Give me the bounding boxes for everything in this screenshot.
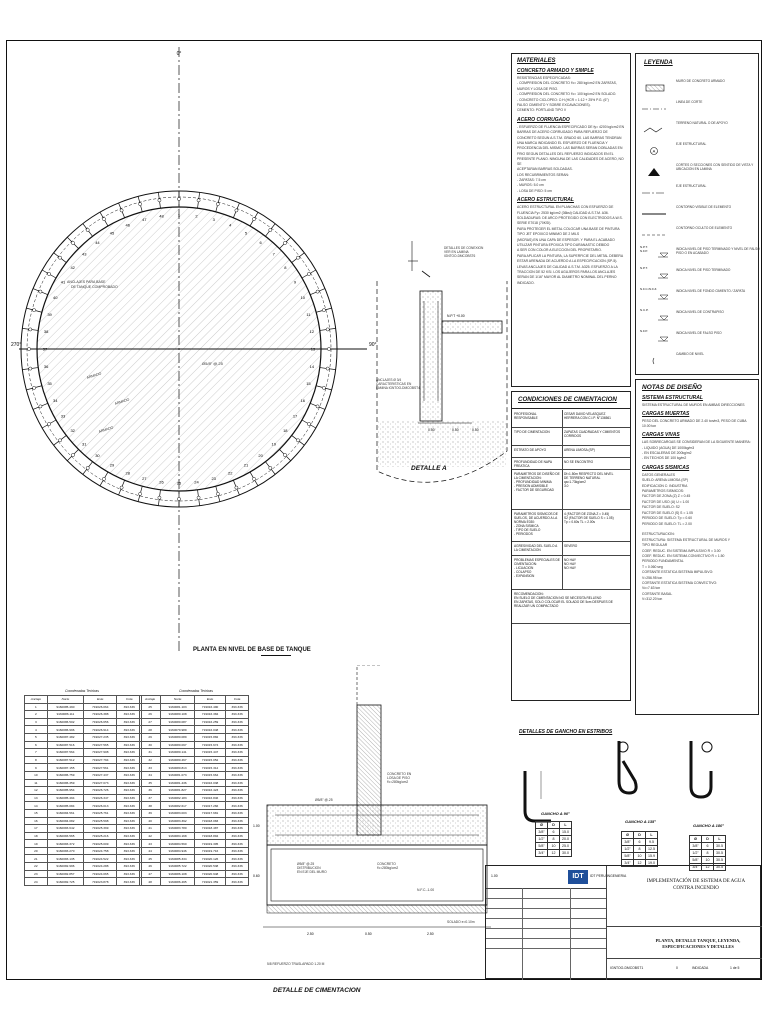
anchor-bolt-hole — [86, 228, 89, 231]
anchor-bolt-hole — [296, 439, 299, 442]
legend-text: INDICA NIVEL DE CONTRAPISO — [676, 310, 724, 314]
notes-section-title: CARGAS SISMICAS — [642, 464, 690, 471]
hook-90-table: Ø D L 3/8" 6 15.0 1/2" 8 20.0 5/8" 10 25.0 3/4" 12 30.0 — [535, 821, 572, 857]
table-row: 8 9160087.512 719027.794 393.336 — [25, 756, 142, 764]
anchor-bolt-hole — [307, 422, 310, 425]
anchor-bolt-hole — [283, 453, 286, 456]
anchor-bolt-number: 43 — [82, 251, 87, 257]
svg-text:N.P.T +0.00: N.P.T +0.00 — [447, 314, 465, 318]
anchor-bolt-number: 30 — [95, 452, 100, 458]
legend-symbol — [640, 100, 668, 108]
anchor-bolt-hole — [29, 328, 32, 331]
notas-box — [635, 379, 759, 715]
table-row: 22 9160082.996 719024.288 393.336 — [25, 863, 142, 871]
svg-text:Ø5/8" @.25: Ø5/8" @.25 — [297, 862, 315, 866]
anchor-bolt-hole — [327, 347, 330, 350]
notes-section-title: CARGAS MUERTAS — [642, 411, 690, 418]
anchor-bolt-hole — [71, 453, 74, 456]
table-row: 47 9160086.108 719020.948 393.336 — [140, 870, 249, 878]
legend-code: N.C.P. — [640, 308, 649, 312]
table-row: 15 9160084.561 719025.761 393.336 — [25, 809, 142, 817]
anchor-bolt-hole — [33, 309, 36, 312]
anchor-bolt-hole — [58, 256, 61, 259]
svg-text:2.50: 2.50 — [307, 932, 314, 936]
legend-item — [640, 141, 762, 154]
materiales-s1-text: RESISTENCIAS ESPECIFICADAS: - COMPRESION DEL CONCRETO f'c= 280 kg/cm2 EN ZAPATAS, MUROS Y LOSA DE PISO. - COMPRESION DEL CONCRETO f'c= 100 kg/cm2 EN SOLADO. - CONCRETO CICLOPEO: C:H (HCR = 1:12 + 25% P.G. (6") FALSO CIMIENTO Y SOBRE EXCAVACIONES). CEMENTO: PORTLAND TIPO V — [517, 76, 617, 113]
table-row: 33 9160080.813 719015.312 393.336 — [140, 764, 249, 772]
svg-text:0.50: 0.50 — [428, 428, 435, 432]
table-row: 3 9160086.502 719026.656 393.336 — [25, 718, 142, 726]
anchor-bolt-number: 13 — [310, 346, 316, 352]
anchor-bolt-number: 39 — [47, 311, 52, 317]
table-row: 3/8" 6 15.0 — [536, 829, 572, 836]
table-row: 16 9160084.082 719025.598 393.336 — [25, 817, 142, 825]
anchor-bolt-hole — [139, 492, 142, 495]
anchor-bolt-number: 35 — [47, 381, 52, 387]
anchor-bolt-hole — [322, 309, 325, 312]
condiciones-title: CONDICIONES DE CIMENTACION — [518, 396, 617, 403]
ganchos-title: DETALLES DE GANCHO EN ESTRIBOS — [519, 729, 613, 735]
legend-text: INDICA NIVEL DE FONDO CIMIENTO / ZAPATA — [676, 289, 746, 293]
anchor-bolt-number: 42 — [70, 264, 75, 270]
anchor-bolt-number: 40 — [52, 295, 58, 301]
anchor-bolt-number: 14 — [309, 363, 315, 369]
svg-text:5/8 REFUERZO TRASLAPADO 1.20 M: 5/8 REFUERZO TRASLAPADO 1.20 M — [267, 962, 325, 965]
coords-title-right: Coordenadas Teóricas — [179, 689, 213, 693]
anchor-bolt-number: 31 — [82, 441, 87, 447]
legend-symbol — [640, 226, 668, 234]
table-row: 17 9160083.642 719025.399 393.336 — [25, 825, 142, 833]
anchor-bolt-hole — [39, 290, 42, 293]
project-name: IMPLEMENTACIÓN DE SISTEMA DE AGUA CONTRA INCENDIO — [646, 879, 746, 891]
table-row: 3/4" 12 30.5 — [690, 864, 726, 871]
svg-text:Ø5/8" @.25: Ø5/8" @.25 — [315, 798, 333, 802]
legend-item — [640, 162, 762, 172]
table-row: 31 9160080.141 719015.447 393.336 — [140, 749, 249, 757]
anchor-bolt-number: 5 — [244, 230, 248, 236]
notes-section-text: SISTEMA ESTRUCTURAL DE MUROS EN AMBAS DIRECCIONES — [642, 403, 745, 407]
gancho-135-label: GANCHO A 135° — [625, 819, 656, 824]
svg-text:SOLADO e=0.10m: SOLADO e=0.10m — [447, 920, 475, 924]
table-row: 13 9160085.494 719026.347 393.336 — [25, 794, 142, 802]
conditions-row: RECOMENDACION: EN SUELO DE CIMENTACION NO SE NECESITA RELLENO EN ZAPATAS, SOLO COLOCAR EL SOLADO DE 5cm DESPUES DE REALIZAR UN COMPACTADO — [512, 590, 630, 624]
table-row: 39 9160083.003 719017.681 393.336 — [140, 809, 249, 817]
legend-item — [640, 309, 762, 319]
anchor-bolt-number: 48 — [159, 213, 164, 219]
legend-item — [640, 351, 762, 361]
svg-text:VER EN LAMINA: VER EN LAMINA — [444, 250, 469, 254]
anchor-bolt-number: 28 — [125, 470, 130, 476]
anchor-bolt-number: 2 — [195, 213, 198, 219]
notes-section-title: CARGAS VIVAS — [642, 432, 680, 439]
legend-item — [640, 288, 762, 298]
table-row: 46 9160085.722 719020.538 393.336 — [140, 863, 249, 871]
svg-text:DETALLES DE CONEXION: DETALLES DE CONEXION — [444, 246, 484, 250]
anchor-bolt-number: 45 — [109, 230, 115, 236]
anchor-bolt-hole — [322, 386, 325, 389]
drawing-sheet — [6, 40, 762, 994]
conditions-row: PROFUNDIDAD DE NAPA FREATICA NO SE ENCONTRO — [512, 458, 630, 470]
anchor-bolt-number: 18 — [283, 428, 288, 434]
anchor-bolt-hole — [177, 497, 180, 500]
table-row: 28 9160079.989 719016.048 393.336 — [140, 726, 249, 734]
legend-code: N.P.T. N.F.P. — [640, 245, 648, 253]
notes-section-text: PESO DEL CONCRETO ARMADO DE 2.40 ton/m3, PESO DE CUBA 10.00 ton — [642, 419, 747, 428]
foundation-detail-drawing — [247, 665, 512, 965]
svg-text:0.60: 0.60 — [253, 874, 260, 878]
anchor-bolt-number: 16 — [300, 397, 306, 403]
svg-text:ARMADO: ARMADO — [86, 371, 102, 380]
anchor-bolt-hole — [197, 496, 200, 499]
anchor-bolt-number: 21 — [243, 462, 249, 468]
legend-text: TERRENO NATURAL O DE APOYO — [676, 121, 728, 125]
anchor-bolt-number: 46 — [125, 222, 130, 228]
table-row: 1/2" 8 30.5 — [690, 850, 726, 857]
notes-section-text: DATOS GENERALES SUELO: ARENA LIMOSA (SP) EDIFICACION C: INDUSTRIA PARAMETROS SISMICOS: FACTOR DE ZONA (Z) Z = 0.45 FACTOR DE USO (U) U = 1.00 FACTOR DE SUELO: S2 FACTOR DE SUELO (S) S = 1.05 PERIODO DE SUELO: Tp = 0.60 PERIODO DE SUELO: TL = 2.00 ESTRUCTURACION: ESTRUCTURA: SISTEMA ESTRUCTURAL DE MUROS Y TIPO REGULAR COEF. REDUC. EN SISTEMA IMPULSIVO R = 3.00 COEF. REDUC. EN SISTEMA CONVECTIVO R = 1.50 PERIODO FUNDAMENTAL T = 0.060 seg CORTANTE ESTATICA SISTEMA IMPULSIVO: V=256.95 ton CORTANTE ESTATICA SISTEMA CONVECTIVO: Vc=7.63 ton CORTANTE BASAL V=312.20 ton — [642, 472, 730, 602]
anchor-bolt-hole — [158, 199, 161, 202]
anchor-bolt-number: 36 — [43, 363, 49, 369]
legend-text: CAMBIO DE NIVEL — [676, 352, 704, 356]
legend-symbol — [640, 205, 668, 213]
anchor-bolt-hole — [316, 405, 319, 408]
legend-symbol — [640, 352, 668, 360]
legend-text: INDICA NIVEL DE PISO TERMINADO Y NIVEL DE FALSO PISO O EN ACABADO — [676, 247, 760, 255]
plan-title: PLANTA EN NIVEL DE BASE DE TANQUE — [193, 647, 311, 653]
drawing-scale: INDICADA — [692, 966, 709, 970]
table-row: 23 9160082.857 719024.065 393.336 — [25, 870, 142, 878]
anchor-bolt-hole — [296, 256, 299, 259]
table-row: 21 9160083.135 719024.522 393.336 — [25, 855, 142, 863]
conditions-row: PARAMETROS SISMICOS DE SUELOS, DE ACUERDO A LA NORMA E030: - ZONA SISMICA - TIPO DE SUELO - PERIODOS 4 (FACTOR DE ZONA Z = 0.45) S2 (FACTOR DE SUELO S = 1.05) Tp = 0.60s TL = 2.00s — [512, 510, 630, 542]
coords-table-right: Anclaje Norte Este Cota 25 9160081.103 719016.490 393.336 26 9160080.108 719016.384 393.336 27 9160080.087 719016.259 393.336 28 9160079.989 719016.048 393.336 29 9160080.089 719015.882 393.336 30 9160080.097 719015.674 393.336 31 9160080.141 719015.447 393.336 32 9160080.467 719015.052 393.336 33 9160080.813 719015.312 393.336 34 9160081.073 719015.664 393.336 35 9160081.436 719016.038 393.336 36 9160081.827 719016.423 393.336 37 9160082.183 719016.846 393.336 38 9160082.617 719017.266 393.336 39 9160083.003 719017.681 393.336 40 9160083.392 719018.083 393.336 41 9160083.780 719018.487 393.336 42 9160084.168 719018.894 393.336 43 9160084.560 719019.305 393.336 44 9160084.946 719019.716 393.336 45 9160085.334 719020.126 393.336 46 9160085.722 719020.538 393.336 47 9160086.108 719020.948 393.336 48 9160086.495 719021.359 393.336 — [139, 695, 249, 886]
table-row: 30 9160080.097 719015.674 393.336 — [140, 741, 249, 749]
table-row: 45 9160085.334 719020.126 393.336 — [140, 855, 249, 863]
svg-text:2.50: 2.50 — [427, 932, 434, 936]
svg-text:ANCLAJES Ø 3/4: ANCLAJES Ø 3/4 — [376, 378, 402, 382]
anchor-bolt-number: 38 — [43, 329, 49, 335]
anchor-bolt-number: 25 — [176, 480, 182, 486]
table-row: 11 9160086.359 719027.073 393.336 — [25, 779, 142, 787]
anchor-bolt-number: 37 — [42, 346, 48, 352]
company-logo: IDT — [568, 870, 588, 884]
svg-text:DE TANQUE COMPROBADO: DE TANQUE COMPROBADO — [71, 285, 118, 289]
anchor-bolt-number: 29 — [109, 462, 115, 468]
table-row: 32 9160080.467 719015.052 393.336 — [140, 756, 249, 764]
table-row: 1 9160085.490 719026.064 393.336 — [25, 703, 142, 711]
conditions-row: PARAMETROS DE DISEÑO DE LA CIMENTACION: - PROFUNDIDAD MINIMA - PRESION ADMISIBLE - FACTOR DE SEGURIDAD Df=1.50m RESPECTO DEL NIVEL DE TERRENO NATURAL qa=1.73kg/cm2 3.0 — [512, 470, 630, 510]
legend-item — [640, 267, 762, 277]
svg-text:ARMADO: ARMADO — [98, 425, 114, 434]
svg-text:0.50: 0.50 — [472, 428, 479, 432]
notas-title: NOTAS DE DISEÑO — [642, 384, 702, 391]
anchor-bolt-number: 19 — [271, 441, 276, 447]
legend-symbol — [640, 121, 668, 129]
table-row: 48 9160086.495 719021.359 393.336 — [140, 878, 249, 886]
anchor-bolt-number: 9 — [293, 279, 297, 285]
table-row: 25 9160081.103 719016.490 393.336 — [140, 703, 249, 711]
anchor-bolt-hole — [216, 203, 219, 206]
table-row: 41 9160083.780 719018.487 393.336 — [140, 825, 249, 833]
svg-text:0.50: 0.50 — [365, 932, 372, 936]
anchor-bolt-number: 32 — [70, 428, 75, 434]
anchor-bolt-hole — [177, 197, 180, 200]
legend-item — [640, 120, 762, 130]
anchor-bolt-hole — [102, 477, 105, 480]
table-row: 10 9160086.759 719027.437 393.336 — [25, 771, 142, 779]
anchor-bolt-hole — [197, 199, 200, 202]
anchor-bolt-number: 33 — [60, 413, 66, 419]
gancho-90-label: GANCHO A 90° — [541, 811, 570, 816]
table-row: 5 9160087.482 719027.235 393.336 — [25, 733, 142, 741]
materiales-title: MATERIALES — [517, 58, 556, 64]
svg-text:ARMADO: ARMADO — [114, 397, 130, 406]
legend-item — [640, 246, 762, 256]
anchor-bolt-number: 44 — [95, 240, 100, 246]
anchor-bolt-number: 23 — [211, 475, 216, 481]
anchor-bolt-number: 27 — [142, 475, 147, 481]
foundation-title: DETALLE DE CIMENTACION — [273, 987, 361, 994]
svg-text:N.F.C.-1.00: N.F.C.-1.00 — [417, 888, 435, 892]
deg90-label: 90° — [369, 342, 377, 348]
anchor-bolt-hole — [86, 466, 89, 469]
anchor-bolt-number: 41 — [60, 279, 66, 285]
legend-item — [640, 330, 762, 340]
anchor-bolt-hole — [58, 439, 61, 442]
table-row: 26 9160080.108 719016.384 393.336 — [140, 711, 249, 719]
anchor-bolt-number: 34 — [52, 397, 58, 403]
table-row: 40 9160083.392 719018.083 393.336 — [140, 817, 249, 825]
anchor-bolt-hole — [139, 203, 142, 206]
table-row: 37 9160082.183 719016.846 393.336 — [140, 794, 249, 802]
anchor-bolt-hole — [33, 386, 36, 389]
table-row: 18 9160083.565 719025.216 393.336 — [25, 832, 142, 840]
anchor-bolt-number: 3 — [212, 217, 215, 223]
anchors-note: ANCLAJES PARA BASE — [67, 280, 106, 284]
anchor-bolt-number: 24 — [194, 479, 199, 485]
drawing-sheet-number: 1 de 5 — [730, 966, 740, 970]
anchor-bolt-number: 47 — [142, 217, 147, 223]
table-row: 2 9160086.111 719026.388 393.336 — [25, 711, 142, 719]
conditions-row: PROFESIONAL RESPONSABLE CESAR DAVID VELASQUEZ HERRERA CON C.I.P. N°136561 — [512, 410, 630, 428]
anchor-bolt-number: 10 — [300, 295, 306, 301]
legend-symbol — [640, 79, 668, 87]
svg-text:EN EJE DEL MURO: EN EJE DEL MURO — [297, 870, 327, 874]
anchor-bolt-number: 17 — [292, 413, 298, 419]
table-row: 29 9160080.089 719015.882 393.336 — [140, 733, 249, 741]
svg-text:f'c=280kg/cm2: f'c=280kg/cm2 — [377, 866, 399, 870]
anchor-bolt-hole — [283, 241, 286, 244]
table-row: 44 9160084.946 719019.716 393.336 — [140, 847, 249, 855]
table-row: 3/4" 12 19.0 — [622, 860, 658, 867]
anchor-bolt-hole — [216, 492, 219, 495]
leyenda-box — [635, 53, 759, 375]
anchor-bolt-number: 7 — [272, 251, 275, 257]
table-row: 7 9160087.564 719027.908 393.336 — [25, 749, 142, 757]
anchor-bolt-hole — [71, 241, 74, 244]
svg-text:1.00: 1.00 — [491, 874, 498, 878]
anchor-bolt-hole — [252, 477, 255, 480]
table-row: 43 9160084.560 719019.305 393.336 — [140, 840, 249, 848]
table-row: 35 9160081.436 719016.038 393.336 — [140, 779, 249, 787]
anchor-bolt-number: 26 — [159, 479, 164, 485]
table-row: 24 9160082.725 719023.878 393.336 — [25, 878, 142, 886]
materiales-s3-text: ACERO ESTRUCTURAL EN PLANCHAS CON ESFUERZO DE FLUENCIA Fy= 2530 kg/cm2 (36ksi) CALIDAD A.S.T.M. A36. SOLDADURAS: DE ARCO PROTEGIDO CON ELECTRODOS A.W.S. SERIE E7018 (70KSI). PARA PROTEGER EL METAL COLOCAR UNA BASE DE PINTURA TIPO JET EPOXICO MINIMO DE 2 MILS (MICRAS) EN UNA CAPA DE ESPESOR. Y PARA EL ACABADO UTILIZAR PINTURA EPOXICA TIPO DURANASTIC DEBIDO A SER CON COLOR A ELECCION DEL PROPIETARIO. PARA APLICAR LA PINTURA, LA SUPERFICIE DEL METAL DEBERA ESTAR ARENADA DE ACUERDO A LA ESPECIFICACION (SP-5). LEVAS ANCLAJES DE CALIDAD A.S.T.M. A325. ESFUERZO A LA TRACCION DE 52 KSI. LOS AGUJEROS PARA LOS ANCLAJES SERAN DE 1/16" MAYOR AL DIAMETRO NOMINAL DEL PERNO INDICADO. — [517, 205, 624, 285]
north-label: 0° — [176, 51, 182, 57]
svg-text:CONCRETO: CONCRETO — [377, 862, 396, 866]
svg-text:IGNTOO-DMCOBST6: IGNTOO-DMCOBST6 — [444, 254, 476, 258]
legend-item — [640, 183, 762, 193]
anchor-bolt-number: 11 — [306, 311, 311, 317]
legend-item — [640, 204, 762, 214]
legend-code: N.F.C./N.F.Z. — [640, 287, 658, 291]
anchor-bolt-number: 15 — [306, 381, 311, 387]
legend-code: N.P.T. — [640, 266, 648, 270]
svg-text:f'c=280kg/cm2: f'c=280kg/cm2 — [387, 780, 409, 784]
table-row: 5/8" 10 30.5 — [690, 857, 726, 864]
anchor-bolt-hole — [120, 209, 123, 212]
table-row: 5/8" 10 15.9 — [622, 853, 658, 860]
legend-text: CONTORNO OCULTO DE ELEMENTO — [676, 226, 733, 230]
table-row: 1/2" 8 12.5 — [622, 846, 658, 853]
anchor-bolt-number: 22 — [228, 470, 233, 476]
detail-a-title: DETALLE A — [411, 465, 447, 472]
anchor-bolt-hole — [102, 217, 105, 220]
svg-text:DISTRIBUCION: DISTRIBUCION — [297, 866, 321, 870]
legend-item — [640, 99, 762, 109]
company-name: IDT PERU INGENIERIA — [590, 874, 627, 878]
table-row: 3/4" 12 30.0 — [536, 850, 572, 857]
legend-text: INDICA NIVEL DE PISO TERMINADO — [676, 268, 731, 272]
title-block — [485, 865, 761, 979]
hook-180-table: Ø D L 3/8" 6 30.5 1/2" 8 30.5 5/8" 10 30.5 3/4" 12 30.5 — [689, 835, 726, 871]
table-row: 12 9160085.954 719026.726 393.336 — [25, 787, 142, 795]
table-row: 4 9160086.996 719026.914 393.336 — [25, 726, 142, 734]
notes-section-title: SISTEMA ESTRUCTURAL — [642, 395, 703, 401]
table-row: 34 9160081.073 719015.664 393.336 — [140, 771, 249, 779]
legend-symbol — [640, 142, 668, 154]
anchor-bolt-hole — [29, 367, 32, 370]
svg-text:A: A — [652, 148, 656, 154]
legend-text: CONTORNO VISIBLE DE ELEMENTO — [676, 205, 732, 209]
anchor-bolt-hole — [47, 272, 50, 275]
anchor-bolt-hole — [326, 367, 329, 370]
diameter-label: Ø5/8" @.25 — [202, 361, 223, 366]
table-row: 5/8" 10 25.0 — [536, 843, 572, 850]
anchor-bolt-number: 12 — [309, 329, 315, 335]
anchor-bolt-hole — [235, 209, 238, 212]
svg-text:CARACTERISTICAS EN: CARACTERISTICAS EN — [376, 382, 412, 386]
gancho-180-label: GANCHO A 180° — [693, 823, 724, 828]
legend-item — [640, 225, 762, 235]
table-row: 3/8" 6 30.5 — [690, 843, 726, 850]
anchor-bolt-hole — [252, 217, 255, 220]
legend-text: CORTES O SECCIONES CON SENTIDO DE VISTA Y UBICACION EN LAMINA — [676, 163, 754, 171]
anchor-bolt-hole — [269, 466, 272, 469]
anchor-bolt-hole — [27, 347, 30, 350]
anchor-bolt-number: 6 — [259, 240, 262, 246]
anchor-bolt-number: 8 — [284, 264, 287, 270]
svg-text:LOSA DE PISO: LOSA DE PISO — [387, 776, 410, 780]
legend-text: MURO DE CONCRETO ARMADO — [676, 79, 725, 83]
svg-text:CONCRETO EN: CONCRETO EN — [387, 772, 412, 776]
anchor-bolt-hole — [39, 405, 42, 408]
anchor-bolt-number: 4 — [229, 222, 232, 228]
conditions-row: AGRESIVIDAD DEL SUELO A LA CIMENTACION SEVERO — [512, 542, 630, 556]
legend-code: N.F.P. — [640, 329, 648, 333]
condiciones-box — [511, 391, 631, 701]
drawing-code: IGNTOO-DMCOBST1 — [610, 966, 644, 970]
notes-section-text: LAS SOBRECARGAS SE CONSIDERAN DE LA SIGUIENTE MANERA: - LIQUIDO (AGUA) DE 1000kg/m3 - EN ESCALERAS DE 200kg/m2 - EN TECHOS DE 100 kg/m2 — [642, 440, 751, 461]
anchor-bolt-hole — [235, 486, 238, 489]
conditions-row: TIPO DE CIMENTACION ZAPATAS CUADRADAS Y CIMIENTOS CORRIDOS — [512, 428, 630, 446]
svg-text:LAMINA IGNTOO-DMCOBST4: LAMINA IGNTOO-DMCOBST4 — [376, 386, 420, 390]
table-row: 1/2" 8 20.0 — [536, 836, 572, 843]
anchor-bolt-number: 20 — [258, 452, 263, 458]
conditions-row: ESTRATO DE APOYO ARENA LIMOSA (SP) — [512, 446, 630, 458]
drawing-rev: 0 — [676, 966, 678, 970]
table-row: 36 9160081.827 719016.423 393.336 — [140, 787, 249, 795]
detail-a-drawing — [372, 201, 512, 491]
anchor-bolt-hole — [316, 290, 319, 293]
legend-text: EJE ESTRUCTURAL — [676, 142, 707, 146]
anchor-bolt-hole — [158, 496, 161, 499]
conditions-row: PROBLEMAS ESPECIALES DE CIMENTACION: - LICUACION - COLAPSO - EXPANSION NO HAY NO HAY NO HAY — [512, 556, 630, 590]
table-row: 3/8" 6 9.5 — [622, 839, 658, 846]
coords-title-left: Coordenadas Teóricas — [65, 689, 99, 693]
anchor-bolt-hole — [326, 328, 329, 331]
deg270-label: 270° — [11, 342, 22, 348]
table-row: 38 9160082.617 719017.266 393.336 — [140, 802, 249, 810]
anchor-bolt-hole — [47, 422, 50, 425]
table-row: 14 9160085.084 719026.013 393.336 — [25, 802, 142, 810]
table-row: 42 9160084.168 719018.894 393.336 — [140, 832, 249, 840]
anchor-bolt-hole — [120, 486, 123, 489]
legend-text: EJE ESTRUCTURAL — [676, 184, 707, 188]
legend-symbol — [640, 184, 668, 192]
legend-text: INDICA NIVEL DE FALSO PISO — [676, 331, 722, 335]
legend-text: LINEA DE CORTE — [676, 100, 703, 104]
table-row: 27 9160080.087 719016.259 393.336 — [140, 718, 249, 726]
svg-text:0.50: 0.50 — [452, 428, 459, 432]
table-row: 9 9160087.155 719027.561 393.336 — [25, 764, 142, 772]
table-row: 20 9160083.270 719024.758 393.336 — [25, 847, 142, 855]
sheet-title: PLANTA, DETALLE TANQUE, LEYENDA, ESPECIFICACIONES Y DETALLES — [655, 938, 741, 949]
anchor-bolt-hole — [307, 272, 310, 275]
leyenda-title: LEYENDA — [644, 60, 673, 66]
hook-135-table: Ø D L 3/8" 6 9.5 1/2" 8 12.5 5/8" 10 15.9 3/4" 12 19.0 — [621, 831, 658, 867]
table-row: 6 9160087.516 719027.565 393.336 — [25, 741, 142, 749]
materiales-box: MATERIALES CONCRETO ARMADO Y SIMPLE RESISTENCIAS ESPECIFICADAS: - COMPRESION DEL CONCRETO f'c= 280 kg/cm2 EN ZAPATAS, MUROS Y LOSA DE PISO. - COMPRESION DEL CONCRETO f'c= 100 kg/cm2 EN SOLADO. - CONCRETO CICLOPEO: C:H (HCR = 1:12 + 25% P.G. (6") FALSO CIMIENTO Y SOBRE EXCAVACIONES). CEMENTO: PORTLAND TIPO V ACERO CORRUGADO - ESFUERZO DE FLUENCIA ESPECIFICADO DE fy= 4200 kg/cm2 EN BARRAS DE ACERO CORRUGADO PARA REFUERZO DE CONCRETO SEGUN A.S.T.M. GRADO 60. LAS BARRAS TENDRAN UNA MARCA INDICANDO EL ESFUERZO DE FLUENCIA Y PROCEDENCIA DEL MISMO. LAS BARRAS SERAN DOBLADAS EN FRIO SEGUN DETALLES DEL REFUERZO INDICADOS EN EL PRESENTE PLANO. NINGUNA DE LAS CALIDADES DE ACERO, NO SE ACEPTARAN BARRAS SOLDADAS. LOS RECUBRIMIENTOS SERAN: - ZAPATAS: 7.5 cm - MUROS: 5.0 cm - LOSA DE PISO: 5 cm ACERO ESTRUCTURAL ACERO ESTRUCTURAL EN PLANCHAS CON ESFUERZO DE FLUENCIA Fy= 2530 kg/cm2 (36ksi) CALIDAD A.S.T.M. A36. SOLDADURAS: DE ARCO PROTEGIDO CON ELECTRODOS A.W.S. SERIE E7018 (70KSI). PARA PROTEGER EL METAL COLOCAR UNA BASE DE PINTURA TIPO JET EPOXICO MINIMO DE 2 MILS (MICRAS) EN UNA CAPA DE ESPESOR. Y PARA EL ACABADO UTILIZAR PINTURA EPOXICA TIPO DURANASTIC DEBIDO A SER CON COLOR A ELECCION DEL PROPIETARIO. PARA APLICAR LA PINTURA, LA SUPERFICIE DEL METAL DEBERA ESTAR ARENADA DE ACUERDO A LA ESPECIFICACION (SP-5). LEVAS ANCLAJES DE CALIDAD A.S.T.M. A325. ESFUERZO A LA TRACCION DE 52 KSI. LOS AGUJEROS PARA LOS ANCLAJES SERAN DE 1/16" MAYOR AL DIAMETRO NOMINAL DEL PERNO INDICADO. — [511, 53, 631, 387]
anchor-bolt-number: 1 — [177, 212, 181, 218]
coords-table-left: Anclaje Norte Este Cota 1 9160085.490 719026.064 393.336 2 9160086.111 719026.388 393.336 3 9160086.502 719026.656 393.336 4 9160086.996 719026.914 393.336 5 9160087.482 719027.235 393.336 6 9160087.516 719027.565 393.336 7 9160087.564 719027.908 393.336 8 9160087.512 719027.794 393.336 9 9160087.155 719027.561 393.336 10 9160086.759 719027.437 393.336 11 9160086.359 719027.073 393.336 12 9160085.954 719026.726 393.336 13 9160085.494 719026.347 393.336 14 9160085.084 719026.013 393.336 15 9160084.561 719025.761 393.336 16 9160084.082 719025.598 393.336 17 9160083.642 719025.399 393.336 18 9160083.565 719025.216 393.336 19 9160083.372 719025.009 393.336 20 9160083.270 719024.758 393.336 21 9160083.135 719024.522 393.336 22 9160082.996 719024.288 393.336 23 9160082.857 719024.065 393.336 24 9160082.725 719023.878 393.336 — [24, 695, 142, 886]
svg-text:1.00: 1.00 — [253, 824, 260, 828]
legend-item — [640, 78, 762, 88]
table-row: 19 9160083.372 719025.009 393.336 — [25, 840, 142, 848]
anchor-bolt-hole — [269, 228, 272, 231]
materiales-s2-text: - ESFUERZO DE FLUENCIA ESPECIFICADO DE fy= 4200 kg/cm2 EN BARRAS DE ACERO CORRUGADO PARA REFUERZO DE CONCRETO SEGUN A.S.T.M. GRADO 60. LAS BARRAS TENDRAN UNA MARCA INDICANDO EL ESFUERZO DE FLUENCIA Y PROCEDENCIA DEL MISMO. LAS BARRAS SERAN DOBLADAS EN FRIO SEGUN DETALLES DEL REFUERZO INDICADOS EN EL PRESENTE PLANO. NINGUNA DE LAS CALIDADES DE ACERO, NO SE ACEPTARAN BARRAS SOLDADAS. LOS RECUBRIMIENTOS SERAN: - ZAPATAS: 7.5 cm - MUROS: 5.0 cm - LOSA DE PISO: 5 cm — [517, 124, 625, 193]
legend-symbol — [640, 163, 668, 171]
